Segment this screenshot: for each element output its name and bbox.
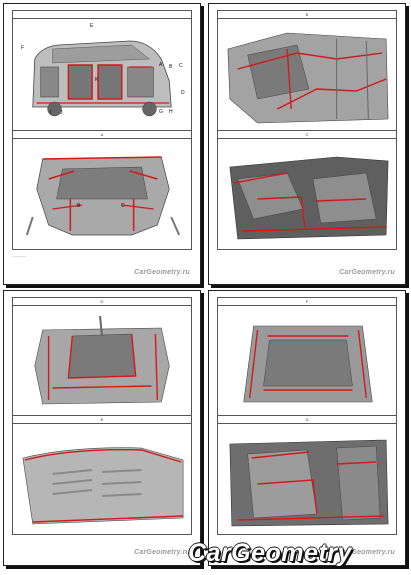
- callout-d: D: [181, 90, 185, 96]
- callout-a: A: [159, 62, 163, 68]
- rear-pillar-structure-diagram: [218, 424, 396, 534]
- callout-b: B: [169, 64, 173, 70]
- front-floor-structure-diagram: [13, 306, 191, 416]
- panel-header: F: [218, 298, 396, 306]
- callout-i: I: [50, 110, 52, 116]
- side-inner-structure-diagram: [218, 19, 396, 131]
- panel-b: [217, 10, 397, 132]
- panel-f: [217, 297, 397, 417]
- panel-g: [217, 415, 397, 535]
- callout-k: K: [95, 77, 99, 83]
- callout-c: C: [121, 203, 125, 209]
- panel-header: A: [13, 131, 191, 139]
- panel-header: G: [218, 416, 396, 424]
- manual-page-2: [208, 3, 406, 285]
- watermark-small: CarGeometry.ru: [339, 549, 395, 556]
- page-code: ~~~~~~~~: [12, 254, 27, 258]
- rear-corner-structure-diagram: [218, 139, 396, 249]
- panel-header: [13, 11, 191, 19]
- panel-a: [12, 130, 192, 250]
- callout-j: J: [60, 110, 63, 116]
- callout-h: H: [169, 109, 173, 115]
- brand-watermark: CarGeometry: [188, 539, 352, 567]
- roof-panel-diagram: [13, 424, 191, 534]
- panel-e: [12, 415, 192, 535]
- callout-f: F: [21, 45, 25, 51]
- panel-header: B: [218, 11, 396, 19]
- panel-c: [217, 130, 397, 250]
- manual-page-4: [208, 290, 406, 566]
- callout-c: C: [179, 63, 183, 69]
- panel-header: C: [218, 131, 396, 139]
- overview-body-diagram: [13, 19, 191, 131]
- panel-overview: [12, 10, 192, 132]
- front-structure-diagram: [13, 139, 191, 249]
- panel-header: E: [13, 416, 191, 424]
- callout-g: G: [159, 109, 163, 115]
- rear-floor-structure-diagram: [218, 306, 396, 416]
- watermark-small: CarGeometry.ru: [134, 269, 190, 276]
- manual-page-1: [3, 3, 201, 285]
- callout-e: E: [90, 23, 94, 29]
- panel-d: [12, 297, 192, 417]
- watermark-small: CarGeometry.ru: [134, 549, 190, 556]
- callout-b: B: [77, 203, 81, 209]
- watermark-small: CarGeometry.ru: [339, 269, 395, 276]
- manual-page-3: [3, 290, 201, 566]
- panel-header: D: [13, 298, 191, 306]
